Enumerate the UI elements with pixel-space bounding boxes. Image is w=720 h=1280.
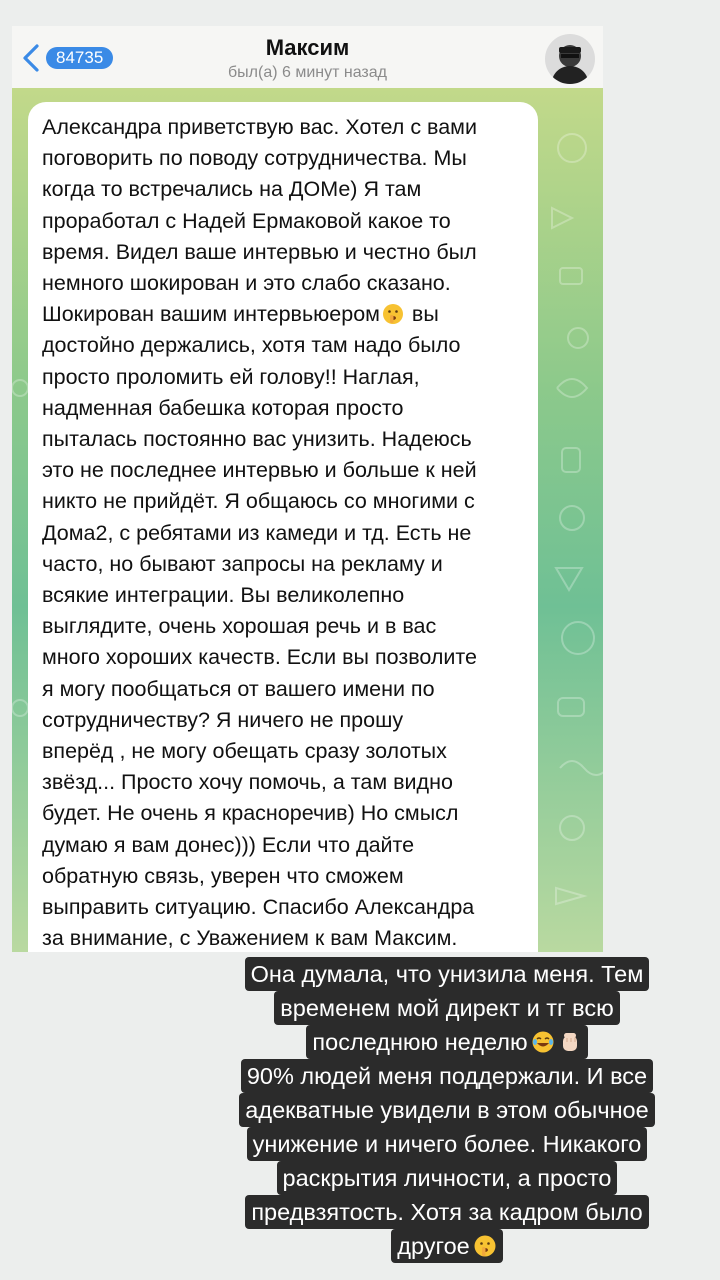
caption-line: унижение и ничего более. Никакого bbox=[247, 1127, 648, 1161]
shushing-face-emoji bbox=[382, 303, 404, 325]
contact-name[interactable]: Максим bbox=[265, 35, 350, 60]
caption-line: 90% людей меня поддержали. И все bbox=[241, 1059, 653, 1093]
message-bubble[interactable] bbox=[28, 102, 538, 952]
avatar[interactable] bbox=[545, 34, 595, 84]
caption-line: адекватные увидели в этом обычное bbox=[239, 1093, 654, 1127]
chat-header bbox=[12, 26, 603, 88]
caption-line: другое bbox=[391, 1229, 502, 1263]
caption-line: временем мой директ и тг всю bbox=[274, 991, 619, 1025]
caption-line: предвзятость. Хотя за кадром было bbox=[245, 1195, 648, 1229]
raised-fist-emoji bbox=[558, 1030, 582, 1054]
caption-line: Она думала, что унизила меня. Тем bbox=[245, 957, 650, 991]
telegram-screenshot bbox=[12, 26, 603, 952]
shushing-face-emoji bbox=[473, 1234, 497, 1258]
caption-line: раскрытия личности, а просто bbox=[277, 1161, 618, 1195]
chat-background bbox=[12, 88, 603, 952]
unread-count-badge: 84735 bbox=[46, 47, 113, 69]
last-seen-status: был(а) 6 минут назад bbox=[227, 64, 387, 81]
story-caption bbox=[218, 957, 676, 1263]
caption-line: последнюю неделю bbox=[306, 1025, 587, 1059]
avatar-image bbox=[545, 34, 595, 84]
message-text: Александра приветствую вас. Хотел с вами поговорить по поводу сотрудничества. Мы когда то встречались на ДОМе) Я там проработал с Надей Ермаковой какое то время. Видел ваше интервью и честно был немного шокирован и это слабо сказано. Шокирован вашим интервьюером вы достойно держались, хотя там надо было просто проломить ей голову!! Наглая, надменная бабешка которая просто пыталась постоянно вас унизить. Надеюсь это не последнее интервью и больше к ней никто не прийдёт. Я общаюсь со многими с Дома2, с ребятами из камеди и тд. Есть не часто, но бывают запросы на рекламу и всякие интеграции. Вы великолепно выглядите, очень хорошая речь и в вас много хороших качеств. Если вы позволите я могу пообщаться от вашего имени по сотрудничеству? Я ничего не прошу вперёд , не могу обещать сразу золотых звёзд... Просто хочу помочь, а там видно будет. Не очень я красноречив) Но смысл думаю я вам донес))) Если что дайте обратную связь, уверен что сможем выправить ситуацию. Спасибо Александра за внимание, с Уважением к вам Максим. bbox=[42, 115, 477, 951]
laughing-tears-emoji bbox=[531, 1030, 555, 1054]
